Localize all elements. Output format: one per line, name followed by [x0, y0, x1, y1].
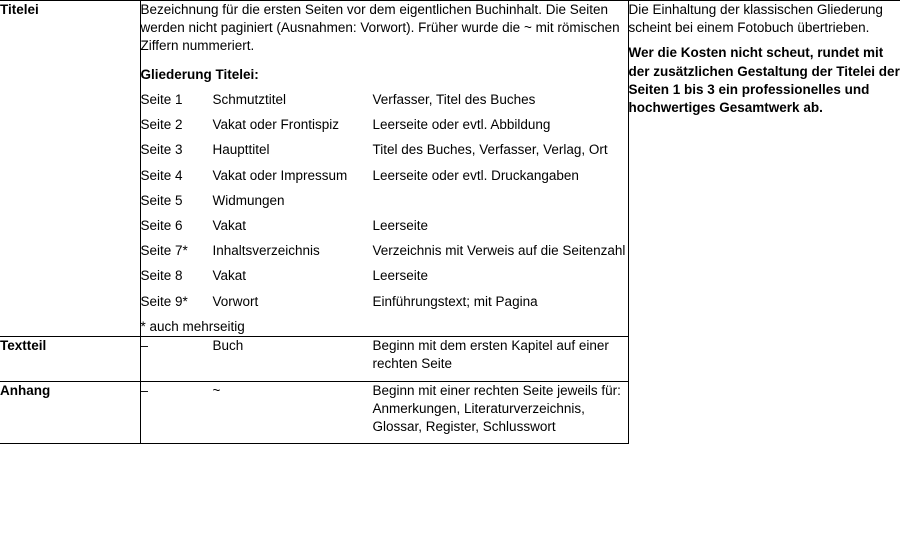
list-item — [141, 337, 628, 380]
row-label-anhang: Anhang — [0, 381, 140, 444]
item-name: Schmutztitel — [212, 91, 287, 107]
list-item — [141, 267, 628, 292]
list-item — [141, 217, 628, 242]
list-item — [141, 116, 628, 141]
item-page: Seite 3 — [140, 142, 183, 158]
list-item — [141, 91, 628, 116]
titelei-footnote: * auch mehrseitig — [140, 318, 245, 334]
item-name: Vakat — [212, 217, 247, 233]
item-name: Inhaltsverzeichnis — [212, 243, 320, 259]
list-item — [141, 242, 628, 267]
side-note — [628, 1, 900, 444]
item-desc: Leerseite — [372, 217, 429, 233]
item-page: Seite 5 — [140, 192, 183, 208]
titelei-item-table — [141, 91, 628, 318]
item-desc: Leerseite oder evtl. Druckangaben — [372, 167, 579, 183]
list-item — [141, 192, 628, 217]
item-desc: Einführungstext; mit Pagina — [372, 293, 538, 309]
anhang-item-table — [141, 382, 628, 444]
item-desc — [373, 192, 628, 217]
item-page: – — [140, 382, 149, 398]
item-name: ~ — [212, 382, 221, 398]
row-body-anhang — [140, 381, 628, 444]
row-body-titelei — [140, 1, 628, 337]
item-name: Vakat — [212, 268, 247, 284]
item-name: Vakat oder Impressum — [212, 167, 348, 183]
item-name: Vorwort — [212, 293, 259, 309]
item-desc: Verzeichnis mit Verweis auf die Seitenzahl — [372, 243, 626, 259]
row-label-titelei: Titelei — [0, 1, 140, 337]
list-item — [141, 167, 628, 192]
list-item — [141, 382, 628, 444]
titelei-intro-paragraph: Bezeichnung für die ersten Seiten vor dem eigentlichen Buchinhalt. Die Seiten werden nicht paginiert (Ausnahmen: Vorwort). Früher wurde die ~ mit römischen Ziffern nummeriert. — [140, 2, 620, 54]
list-item — [141, 293, 628, 318]
titelei-subheading: Gliederung Titelei: — [140, 66, 259, 82]
row-body-textteil — [140, 337, 628, 381]
item-page: Seite 9* — [140, 293, 188, 309]
item-page: Seite 1 — [140, 91, 183, 107]
item-name: Buch — [212, 338, 244, 354]
item-desc: Verfasser, Titel des Buches — [372, 91, 536, 107]
side-note-paragraph: Die Einhaltung der klassischen Gliederung scheint bei einem Fotobuch übertrieben. — [628, 2, 883, 36]
item-name: Vakat oder Frontispiz — [212, 117, 340, 133]
item-page: Seite 7* — [140, 243, 188, 259]
item-name: Widmungen — [212, 192, 285, 208]
item-page: Seite 8 — [140, 268, 183, 284]
item-desc: Leerseite — [372, 268, 429, 284]
item-page: Seite 4 — [140, 167, 183, 183]
item-page: – — [140, 338, 149, 354]
textteil-item-table — [141, 337, 628, 380]
row-label-textteil: Textteil — [0, 337, 140, 381]
table-row — [0, 1, 900, 337]
item-desc: Leerseite oder evtl. Abbildung — [372, 117, 551, 133]
item-page: Seite 6 — [140, 217, 183, 233]
list-item — [141, 141, 628, 166]
item-page: Seite 2 — [140, 117, 183, 133]
item-desc: Beginn mit dem ersten Kapitel auf einer rechten Seite — [372, 338, 609, 372]
side-note-bold-paragraph: Wer die Kosten nicht scheut, rundet mit der zusätzlichen Gestaltung der Titelei der Seiten 1 bis 3 ein professionelles und hochwertiges Gesamtwerk ab. — [628, 45, 900, 116]
item-name: Haupttitel — [212, 142, 270, 158]
item-desc: Titel des Buches, Verfasser, Verlag, Ort — [372, 142, 608, 158]
item-desc: Beginn mit einer rechten Seite jeweils für: Anmerkungen, Literaturverzeichnis, Glossar, Register, Schlusswort — [372, 382, 621, 434]
